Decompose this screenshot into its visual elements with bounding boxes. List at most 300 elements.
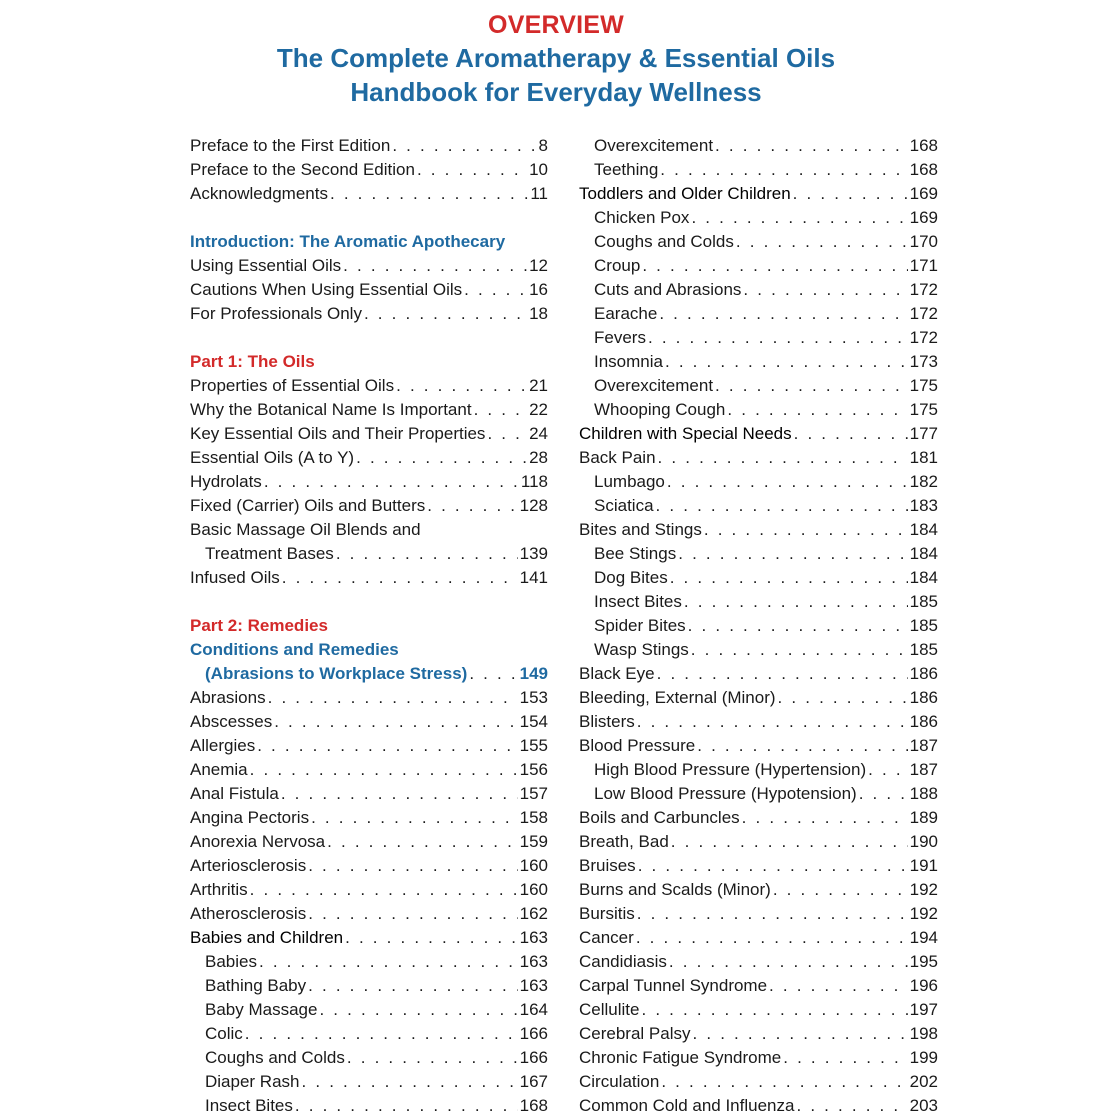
toc-entry — [579, 1070, 938, 1094]
toc-entry-title: Basic Massage Oil Blends and — [190, 520, 421, 539]
toc-page-number: 28 — [529, 448, 548, 467]
toc-page-number: 118 — [520, 472, 548, 491]
book-title-line-2: Handbook for Everyday Wellness — [350, 77, 762, 107]
toc-entry — [579, 854, 938, 878]
toc-page-number: 139 — [519, 544, 548, 563]
toc-entry-title: Babies — [205, 952, 257, 971]
dot-leader — [487, 422, 527, 446]
dot-leader — [742, 806, 908, 830]
toc-page-number: 167 — [519, 1072, 548, 1091]
toc-entry-title: Chicken Pox — [594, 208, 690, 227]
dot-leader — [693, 1022, 908, 1046]
toc-entry-title: Babies and Children — [190, 928, 344, 947]
toc-entry — [579, 254, 938, 278]
toc-page-number: 11 — [530, 184, 548, 203]
dot-leader — [670, 566, 908, 590]
toc-entry-title: Low Blood Pressure (Hypotension) — [594, 784, 857, 803]
toc-page-number: 168 — [909, 160, 938, 179]
toc-entry-title: Infused Oils — [190, 568, 280, 587]
toc-entry-title: Toddlers and Older Children — [579, 184, 791, 203]
toc-entry — [190, 878, 548, 902]
toc-page-number: 195 — [909, 952, 938, 971]
dot-leader — [637, 710, 908, 734]
toc-entry — [579, 710, 938, 734]
toc-page-number: 22 — [529, 400, 548, 419]
dot-leader — [308, 854, 517, 878]
dot-leader — [636, 926, 908, 950]
toc-entry-title: Arteriosclerosis — [190, 856, 307, 875]
dot-leader — [736, 230, 908, 254]
toc-entry-title: Whooping Cough — [594, 400, 726, 419]
toc-entry-title: Black Eye — [579, 664, 655, 683]
toc-page-number: 182 — [909, 472, 938, 491]
dot-leader — [658, 446, 908, 470]
toc-spacer — [190, 206, 548, 230]
toc-page-number: 202 — [909, 1072, 938, 1091]
dot-leader — [343, 254, 527, 278]
toc-entry — [579, 686, 938, 710]
toc-entry — [190, 302, 548, 326]
toc-page-number: 185 — [909, 616, 938, 635]
toc-entry-title: Breath, Bad — [579, 832, 669, 851]
toc-entry — [579, 1094, 938, 1118]
toc-entry-title: Cautions When Using Essential Oils — [190, 280, 463, 299]
toc-entry — [579, 974, 938, 998]
dot-leader — [295, 1094, 518, 1118]
toc-entry — [579, 830, 938, 854]
dot-leader — [274, 710, 517, 734]
toc-page-number: 166 — [519, 1048, 548, 1067]
toc-page-number: 175 — [909, 376, 938, 395]
toc-page-number: 184 — [909, 520, 938, 539]
toc-entry — [579, 398, 938, 422]
dot-leader — [319, 998, 517, 1022]
toc-entry-title: High Blood Pressure (Hypertension) — [594, 760, 867, 779]
toc-entry — [190, 782, 548, 806]
toc-entry-title: Wasp Stings — [594, 640, 689, 659]
toc-entry-title: Cuts and Abrasions — [594, 280, 742, 299]
dot-leader — [469, 662, 517, 686]
toc-entry-title: Children with Special Needs — [579, 424, 792, 443]
dot-leader — [427, 494, 517, 518]
toc-page-number: 194 — [909, 928, 938, 947]
page-header — [0, 9, 1112, 109]
dot-leader — [641, 998, 907, 1022]
toc-entry — [579, 902, 938, 926]
dot-leader — [669, 950, 908, 974]
dot-leader — [684, 590, 908, 614]
toc-page-number: 190 — [909, 832, 938, 851]
toc-page-number: 192 — [909, 904, 938, 923]
toc-entry — [190, 374, 548, 398]
toc-page-number: 18 — [529, 304, 548, 323]
toc-entry — [190, 1046, 548, 1070]
toc-entry — [190, 398, 548, 422]
toc-entry — [190, 806, 548, 830]
dot-leader — [259, 950, 518, 974]
dot-leader — [667, 470, 908, 494]
toc-page-number: 168 — [909, 136, 938, 155]
toc-section-heading — [190, 230, 548, 254]
toc-entry — [579, 734, 938, 758]
toc-entry-title: Dog Bites — [594, 568, 668, 587]
toc-entry — [579, 614, 938, 638]
toc-page-number: 175 — [909, 400, 938, 419]
toc-entry — [579, 206, 938, 230]
toc-entry — [190, 470, 548, 494]
toc-page-number: 158 — [519, 808, 548, 827]
toc-page-number: 153 — [519, 688, 548, 707]
toc-page-number: 184 — [909, 544, 938, 563]
toc-page-number: 188 — [909, 784, 938, 803]
toc-page-number: 128 — [519, 496, 548, 515]
toc-entry-title: Earache — [594, 304, 658, 323]
toc-entry — [579, 998, 938, 1022]
toc-entry-title: Insect Bites — [594, 592, 682, 611]
toc-page-number: 154 — [519, 712, 548, 731]
toc-entry — [190, 710, 548, 734]
dot-leader — [642, 254, 907, 278]
toc-page-number: 170 — [909, 232, 938, 251]
toc-entry — [190, 830, 548, 854]
toc-entry — [579, 230, 938, 254]
dot-leader — [268, 686, 518, 710]
toc-entry — [579, 950, 938, 974]
toc-entry — [579, 926, 938, 950]
toc-entry-title: Bruises — [579, 856, 636, 875]
toc-page-number: 164 — [519, 1000, 548, 1019]
toc-page-number: 187 — [909, 760, 938, 779]
toc-entry-title: Arthritis — [190, 880, 248, 899]
dot-leader — [743, 278, 907, 302]
toc-entry-title: Bursitis — [579, 904, 635, 923]
toc-entry-title: Preface to the First Edition — [190, 136, 391, 155]
dot-leader — [364, 302, 527, 326]
dot-leader — [678, 542, 907, 566]
dot-leader — [257, 734, 517, 758]
toc-entry — [579, 134, 938, 158]
toc-page-number: 185 — [909, 592, 938, 611]
toc-entry — [579, 782, 938, 806]
toc-entry — [190, 494, 548, 518]
toc-entry — [190, 686, 548, 710]
toc-entry-title: Essential Oils (A to Y) — [190, 448, 355, 467]
dot-leader — [396, 374, 527, 398]
toc-entry-title: Acknowledgments — [190, 184, 328, 203]
toc-entry-title: Allergies — [190, 736, 256, 755]
toc-section-heading — [190, 350, 548, 374]
dot-leader — [773, 878, 908, 902]
dot-leader — [715, 134, 908, 158]
dot-leader — [327, 830, 518, 854]
dot-leader — [245, 1022, 518, 1046]
toc-entry — [190, 134, 548, 158]
toc-entry — [190, 1094, 548, 1118]
toc-entry-title: Preface to the Second Edition — [190, 160, 415, 179]
dot-leader — [281, 782, 518, 806]
toc-entry-title: Croup — [594, 256, 641, 275]
dot-leader — [464, 278, 527, 302]
toc-entry-title: Atherosclerosis — [190, 904, 307, 923]
toc-entry — [190, 518, 548, 542]
toc-entry-title: Spider Bites — [594, 616, 686, 635]
dot-leader — [637, 902, 908, 926]
dot-leader — [769, 974, 908, 998]
toc-page-number: 169 — [909, 184, 938, 203]
toc-page-number: 169 — [909, 208, 938, 227]
toc-entry — [579, 638, 938, 662]
toc-page-number: 21 — [529, 376, 548, 395]
toc-entry-title: Bee Stings — [594, 544, 677, 563]
toc-page-number: 172 — [909, 280, 938, 299]
toc-entry — [190, 902, 548, 926]
toc-page-number: 149 — [519, 664, 548, 683]
toc-entry-title: Overexcitement — [594, 136, 714, 155]
overview-label: OVERVIEW — [488, 11, 624, 39]
dot-leader — [308, 974, 517, 998]
dot-leader — [665, 350, 908, 374]
toc-page-number: 157 — [519, 784, 548, 803]
toc-page-number: 177 — [909, 424, 938, 443]
toc-page-number: 198 — [909, 1024, 938, 1043]
dot-leader — [345, 926, 518, 950]
toc-page-number: 191 — [909, 856, 938, 875]
dot-leader — [347, 1046, 518, 1070]
toc-entry — [579, 806, 938, 830]
toc-entry-title: Conditions and Remedies — [190, 640, 399, 659]
toc-entry — [579, 182, 938, 206]
toc-entry-title: For Professionals Only — [190, 304, 362, 323]
toc-entry — [579, 518, 938, 542]
dot-leader — [859, 782, 908, 806]
dot-leader — [657, 662, 908, 686]
toc-entry-title: Anal Fistula — [190, 784, 279, 803]
toc-entry-title: Coughs and Colds — [594, 232, 734, 251]
toc-entry-title: Chronic Fatigue Syndrome — [579, 1048, 782, 1067]
dot-leader — [330, 182, 528, 206]
dot-leader — [704, 518, 908, 542]
toc-entry-title: Circulation — [579, 1072, 660, 1091]
toc-entry-title: Using Essential Oils — [190, 256, 342, 275]
toc-entry — [579, 542, 938, 566]
toc-entry-title: (Abrasions to Workplace Stress) — [205, 664, 468, 683]
toc-page-number: 196 — [909, 976, 938, 995]
toc-entry — [579, 758, 938, 782]
dot-leader — [661, 1070, 907, 1094]
toc-page-number: 163 — [519, 928, 548, 947]
toc-entry — [190, 1022, 548, 1046]
toc-page-number: 172 — [909, 304, 938, 323]
dot-leader — [302, 1070, 518, 1094]
toc-entry-title: Blisters — [579, 712, 635, 731]
toc-entry — [190, 974, 548, 998]
toc-entry-title: Properties of Essential Oils — [190, 376, 395, 395]
toc-page-number: 141 — [519, 568, 548, 587]
dot-leader — [778, 686, 908, 710]
toc-entry — [190, 758, 548, 782]
toc-entry — [579, 350, 938, 374]
toc-page-number: 192 — [909, 880, 938, 899]
toc-page-number: 203 — [909, 1096, 938, 1115]
dot-leader — [794, 422, 908, 446]
toc-page-number: 12 — [529, 256, 548, 275]
toc-entry-title: Common Cold and Influenza — [579, 1096, 795, 1115]
toc-page-number: 163 — [519, 976, 548, 995]
toc-entry-title: Anemia — [190, 760, 248, 779]
toc-entry-title: Back Pain — [579, 448, 656, 467]
toc-entry-title: Treatment Bases — [205, 544, 334, 563]
dot-leader — [697, 734, 907, 758]
book-title-line-1: The Complete Aromatherapy & Essential Oils — [276, 43, 836, 73]
dot-leader — [250, 758, 518, 782]
dot-leader — [311, 806, 518, 830]
dot-leader — [796, 1094, 907, 1118]
dot-leader — [417, 158, 527, 182]
dot-leader — [659, 302, 907, 326]
toc-page-number: 186 — [909, 712, 938, 731]
toc-page-number: 155 — [519, 736, 548, 755]
toc-entry — [190, 1070, 548, 1094]
dot-leader — [868, 758, 908, 782]
toc-entry-title: Cerebral Palsy — [579, 1024, 691, 1043]
toc-entry-title: Introduction: The Aromatic Apothecary — [190, 232, 506, 251]
toc-page-number: 160 — [519, 856, 548, 875]
toc-entry-title: Burns and Scalds (Minor) — [579, 880, 771, 899]
dot-leader — [727, 398, 907, 422]
toc-entry-title: Blood Pressure — [579, 736, 696, 755]
toc-page-number: 183 — [909, 496, 938, 515]
toc-entry-title: Sciatica — [594, 496, 654, 515]
toc-entry — [579, 278, 938, 302]
toc-entry-title: Overexcitement — [594, 376, 714, 395]
toc-page-number: 156 — [519, 760, 548, 779]
dot-leader — [715, 374, 908, 398]
toc-page-number: 171 — [909, 256, 938, 275]
dot-leader — [793, 182, 908, 206]
toc-page-number: 185 — [909, 640, 938, 659]
dot-leader — [688, 614, 908, 638]
toc-page-number: 186 — [909, 664, 938, 683]
toc-entry-title: Insomnia — [594, 352, 663, 371]
toc-entry-title: Diaper Rash — [205, 1072, 300, 1091]
toc-entry-title: Part 2: Remedies — [190, 616, 328, 635]
dot-leader — [691, 206, 907, 230]
toc-entry-title: Lumbago — [594, 472, 665, 491]
toc-page-number: 187 — [909, 736, 938, 755]
toc-page-number: 163 — [519, 952, 548, 971]
dot-leader — [308, 902, 517, 926]
toc-page-number: 172 — [909, 328, 938, 347]
toc-entry-title: Insect Bites — [205, 1096, 293, 1115]
toc-page-number: 166 — [519, 1024, 548, 1043]
toc-entry — [190, 950, 548, 974]
toc-entry-title: Abscesses — [190, 712, 273, 731]
toc-entry — [190, 254, 548, 278]
toc-entry-title: Carpal Tunnel Syndrome — [579, 976, 768, 995]
toc-entry-title: Bathing Baby — [205, 976, 307, 995]
toc-section-heading — [190, 638, 548, 662]
toc-entry — [190, 422, 548, 446]
toc-entry-title: Why the Botanical Name Is Important — [190, 400, 472, 419]
toc-entry-title: Boils and Carbuncles — [579, 808, 740, 827]
toc-page-number: 24 — [529, 424, 548, 443]
toc-entry — [190, 854, 548, 878]
toc-page-number: 160 — [519, 880, 548, 899]
dot-leader — [474, 398, 528, 422]
toc-page-number: 197 — [909, 1000, 938, 1019]
toc-entry-title: Hydrolats — [190, 472, 262, 491]
toc-entry-title: Angina Pectoris — [190, 808, 310, 827]
dot-leader — [660, 158, 907, 182]
toc-entry — [579, 1022, 938, 1046]
toc-page-number: 184 — [909, 568, 938, 587]
toc-page-number: 199 — [909, 1048, 938, 1067]
toc-entry-title: Candidiasis — [579, 952, 667, 971]
toc-entry — [579, 566, 938, 590]
toc-entry-title: Abrasions — [190, 688, 266, 707]
toc-entry — [579, 158, 938, 182]
toc-entry — [579, 1046, 938, 1070]
toc-entry-title: Part 1: The Oils — [190, 352, 315, 371]
toc-entry — [190, 926, 548, 950]
toc-entry-title: Cancer — [579, 928, 634, 947]
dot-leader — [783, 1046, 907, 1070]
toc-page-number: 168 — [519, 1096, 548, 1115]
toc-spacer — [190, 326, 548, 350]
toc-entry-title: Key Essential Oils and Their Properties — [190, 424, 486, 443]
toc-page-number: 186 — [909, 688, 938, 707]
toc-page-number: 162 — [519, 904, 548, 923]
dot-leader — [282, 566, 518, 590]
dot-leader — [648, 326, 908, 350]
dot-leader — [656, 494, 908, 518]
toc-entry — [579, 470, 938, 494]
toc-entry-title: Teething — [594, 160, 659, 179]
toc-entry — [579, 494, 938, 518]
toc-entry — [190, 182, 548, 206]
toc-entry — [579, 590, 938, 614]
toc-spacer — [190, 590, 548, 614]
toc-right-column — [579, 134, 938, 1118]
toc-entry-title: Cellulite — [579, 1000, 640, 1019]
dot-leader — [691, 638, 908, 662]
dot-leader — [264, 470, 519, 494]
toc-entry — [579, 326, 938, 350]
toc-entry — [190, 734, 548, 758]
toc-entry — [190, 566, 548, 590]
toc-entry-title: Anorexia Nervosa — [190, 832, 326, 851]
toc-left-column — [190, 134, 548, 1118]
dot-leader — [356, 446, 527, 470]
dot-leader — [671, 830, 908, 854]
toc-section-heading — [190, 614, 548, 638]
toc-entry — [190, 542, 548, 566]
toc-entry-title: Fixed (Carrier) Oils and Butters — [190, 496, 426, 515]
toc-entry — [579, 878, 938, 902]
toc-entry — [579, 662, 938, 686]
toc-section-heading — [190, 662, 548, 686]
toc-entry — [190, 158, 548, 182]
toc-entry — [579, 446, 938, 470]
dot-leader — [336, 542, 518, 566]
toc-entry-title: Colic — [205, 1024, 243, 1043]
toc-entry — [190, 446, 548, 470]
toc-page-number: 8 — [538, 136, 548, 155]
toc-entry — [579, 374, 938, 398]
toc-entry-title: Bleeding, External (Minor) — [579, 688, 776, 707]
dot-leader — [392, 134, 536, 158]
toc-entry — [579, 302, 938, 326]
